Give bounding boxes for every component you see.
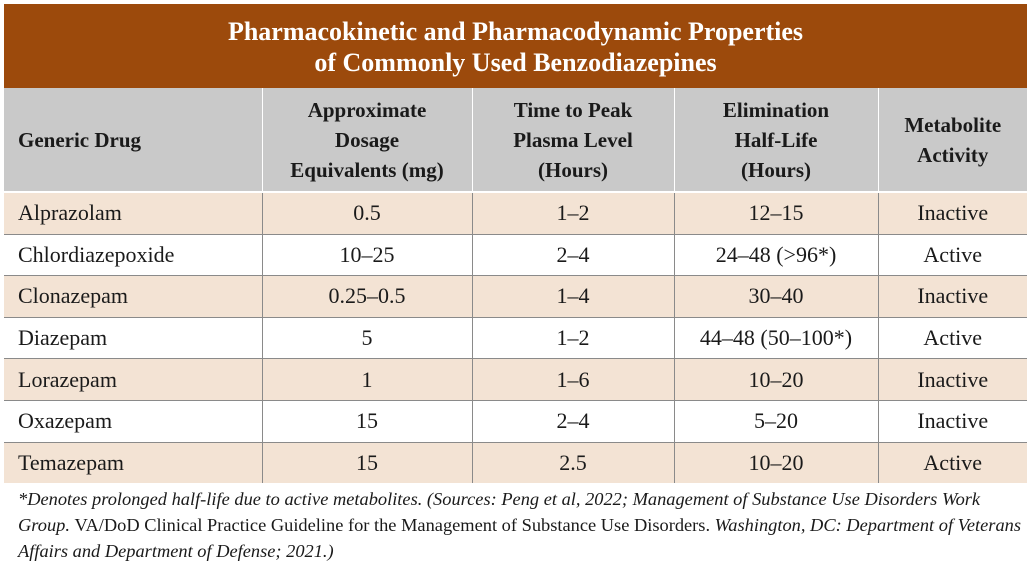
cell-dose: 1 [262,359,472,401]
cell-peak: 1–2 [472,192,674,234]
footnote-publisher-italic: Washington, DC: Department of Veterans Affairs and Department of Defense; 2021.) [18,515,1021,561]
cell-peak: 2–4 [472,234,674,276]
cell-drug: Chlordiazepoxide [4,234,262,276]
cell-activity: Active [878,234,1027,276]
cell-dose: 5 [262,317,472,359]
cell-activity: Inactive [878,400,1027,442]
table-row [4,317,1027,359]
footnote-guideline-title: VA/DoD Clinical Practice Guideline for the Management of Substance Use Disorders. [74,515,711,535]
cell-half-life: 10–20 [674,359,878,401]
col-header-metabolite-activity: Metabolite Activity [878,88,1027,192]
cell-half-life: 44–48 (50–100*) [674,317,878,359]
cell-half-life: 12–15 [674,192,878,234]
cell-drug: Temazepam [4,442,262,483]
footnote-sources-italic: *Denotes prolonged half-life due to active metabolites. (Sources: Peng et al, 2022; Management of Substance Use Disorders Work Group. [18,489,981,535]
cell-dose: 15 [262,442,472,483]
table-title [4,4,1027,88]
cell-peak: 2.5 [472,442,674,483]
table-row [4,442,1027,483]
cell-drug: Alprazolam [4,192,262,234]
cell-activity: Inactive [878,276,1027,318]
cell-dose: 0.5 [262,192,472,234]
cell-activity: Active [878,442,1027,483]
cell-dose: 10–25 [262,234,472,276]
table-row [4,359,1027,401]
cell-activity: Inactive [878,359,1027,401]
table-row [4,276,1027,318]
cell-drug: Lorazepam [4,359,262,401]
cell-dose: 15 [262,400,472,442]
cell-drug: Diazepam [4,317,262,359]
cell-half-life: 30–40 [674,276,878,318]
cell-half-life: 5–20 [674,400,878,442]
col-header-half-life: Elimination Half-Life (Hours) [674,88,878,192]
table-row [4,192,1027,234]
table-title-line-2: of Commonly Used Benzodiazepines [314,48,717,77]
cell-activity: Inactive [878,192,1027,234]
col-header-time-to-peak: Time to Peak Plasma Level (Hours) [472,88,674,192]
table-row [4,400,1027,442]
cell-peak: 1–6 [472,359,674,401]
col-header-generic-drug: Generic Drug [4,88,262,192]
cell-half-life: 10–20 [674,442,878,483]
cell-peak: 1–4 [472,276,674,318]
cell-drug: Clonazepam [4,276,262,318]
cell-dose: 0.25–0.5 [262,276,472,318]
header-row [4,88,1027,192]
benzodiazepine-table [4,88,1027,483]
table-row [4,234,1027,276]
cell-activity: Active [878,317,1027,359]
table-title-line-1: Pharmacokinetic and Pharmacodynamic Properties [227,17,804,46]
footnote [18,486,1023,564]
cell-peak: 1–2 [472,317,674,359]
cell-half-life: 24–48 (>96*) [674,234,878,276]
cell-peak: 2–4 [472,400,674,442]
cell-drug: Oxazepam [4,400,262,442]
col-header-dosage: Approximate Dosage Equivalents (mg) [262,88,472,192]
